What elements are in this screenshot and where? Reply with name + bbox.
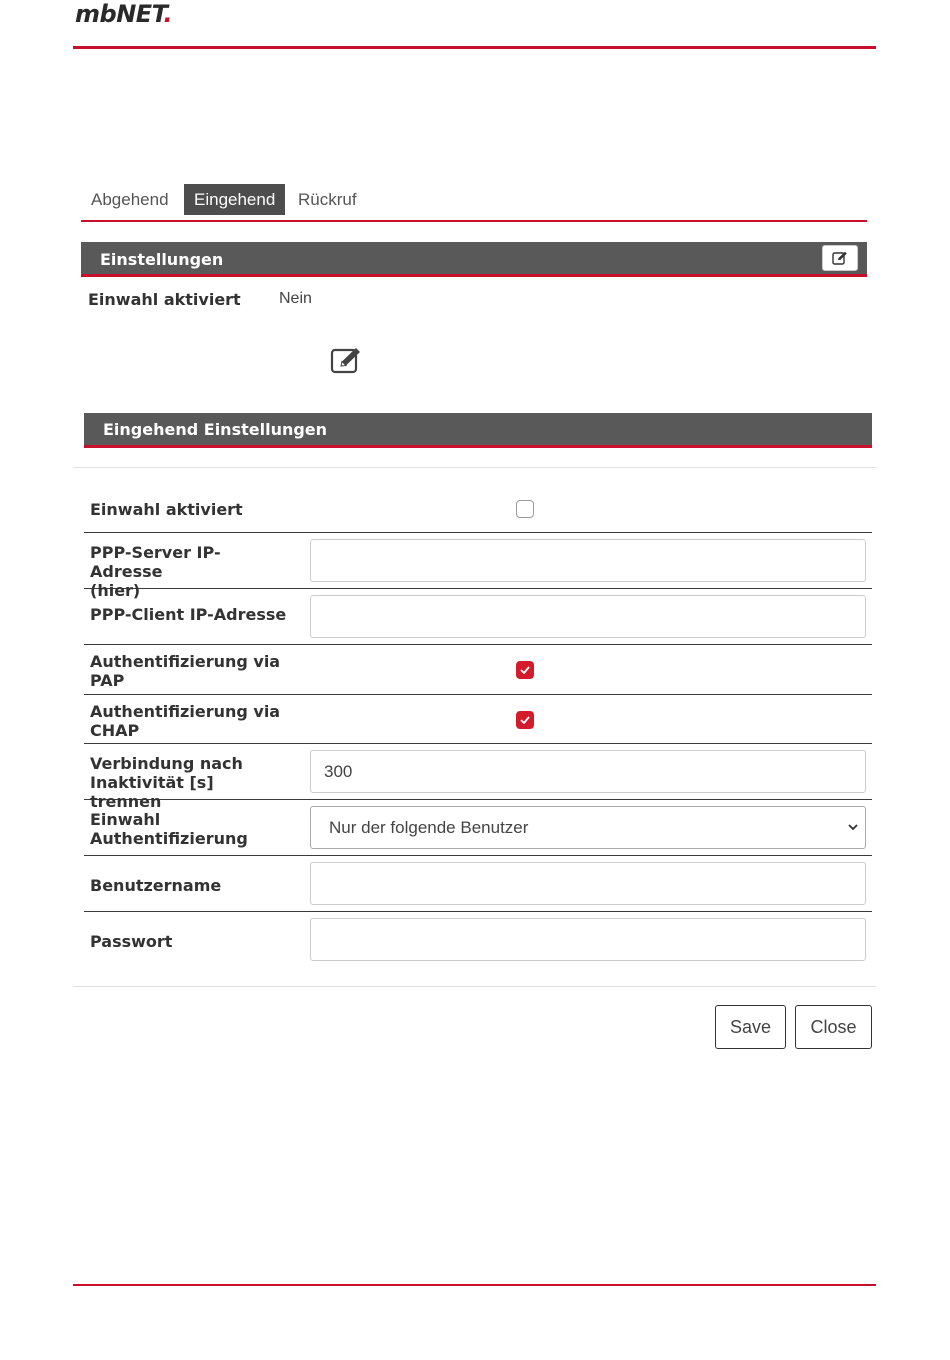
header-divider	[73, 46, 876, 49]
settings-panel-title: Einstellungen	[100, 250, 224, 269]
tab-rueckruf[interactable]: Rückruf	[298, 190, 357, 209]
tab-eingehend[interactable]: Eingehend	[184, 184, 285, 215]
edit-icon[interactable]	[330, 346, 366, 376]
dialin-auth-select[interactable]	[310, 806, 866, 849]
incoming-panel-header	[84, 413, 872, 448]
save-button[interactable]: Save	[715, 1005, 786, 1049]
auth-pap-label: Authentifizierung via PAP	[90, 652, 281, 690]
form-row-pap	[84, 645, 872, 695]
footer-divider	[73, 986, 876, 987]
client-ip-input[interactable]	[310, 595, 866, 638]
form-row-username	[84, 856, 872, 912]
form-row-dialin	[84, 484, 872, 533]
section-divider	[73, 467, 876, 468]
mbnet-logo: mbNET.	[75, 0, 173, 28]
tab-bar	[81, 184, 867, 222]
password-input[interactable]	[310, 918, 866, 961]
dialin-enabled-label: Einwahl aktiviert	[90, 500, 243, 519]
idle-timeout-input[interactable]: 300	[310, 750, 866, 793]
idle-timeout-label: Verbindung nach Inaktivität [s] trennen	[90, 754, 243, 811]
password-label: Passwort	[90, 932, 173, 951]
check-icon	[520, 716, 530, 724]
auth-pap-checkbox[interactable]	[516, 661, 534, 679]
chevron-down-icon	[847, 821, 859, 833]
username-input[interactable]	[310, 862, 866, 905]
form-row-server-ip	[84, 533, 872, 600]
form-row-password	[84, 912, 872, 968]
incoming-settings-form	[84, 484, 872, 968]
edit-settings-button[interactable]	[822, 245, 858, 271]
username-label: Benutzername	[90, 876, 222, 895]
form-row-idle-timeout	[84, 744, 872, 811]
edit-icon	[832, 251, 848, 265]
dialin-status-label: Einwahl aktiviert	[88, 290, 241, 309]
form-row-chap	[84, 695, 872, 744]
page-footer-line	[73, 1284, 876, 1286]
check-icon	[520, 666, 530, 674]
dialin-status-value: Nein	[279, 290, 312, 307]
dialin-enabled-checkbox[interactable]	[516, 500, 534, 518]
auth-chap-label: Authentifizierung via CHAP	[90, 702, 281, 740]
close-button[interactable]: Close	[795, 1005, 872, 1049]
settings-panel-header	[81, 242, 867, 277]
dialin-auth-selected: Nur der folgende Benutzer	[329, 818, 529, 837]
form-row-dialin-auth	[84, 800, 872, 856]
form-row-client-ip	[84, 589, 872, 645]
tab-abgehend[interactable]: Abgehend	[91, 190, 169, 209]
server-ip-label: PPP-Server IP-Adresse (hier)	[90, 543, 221, 600]
incoming-panel-title: Eingehend Einstellungen	[103, 420, 328, 439]
auth-chap-checkbox[interactable]	[516, 711, 534, 729]
client-ip-label: PPP-Client IP-Adresse	[90, 605, 287, 624]
dialin-auth-label: Einwahl Authentifizierung	[90, 810, 248, 848]
server-ip-input[interactable]	[310, 539, 866, 582]
